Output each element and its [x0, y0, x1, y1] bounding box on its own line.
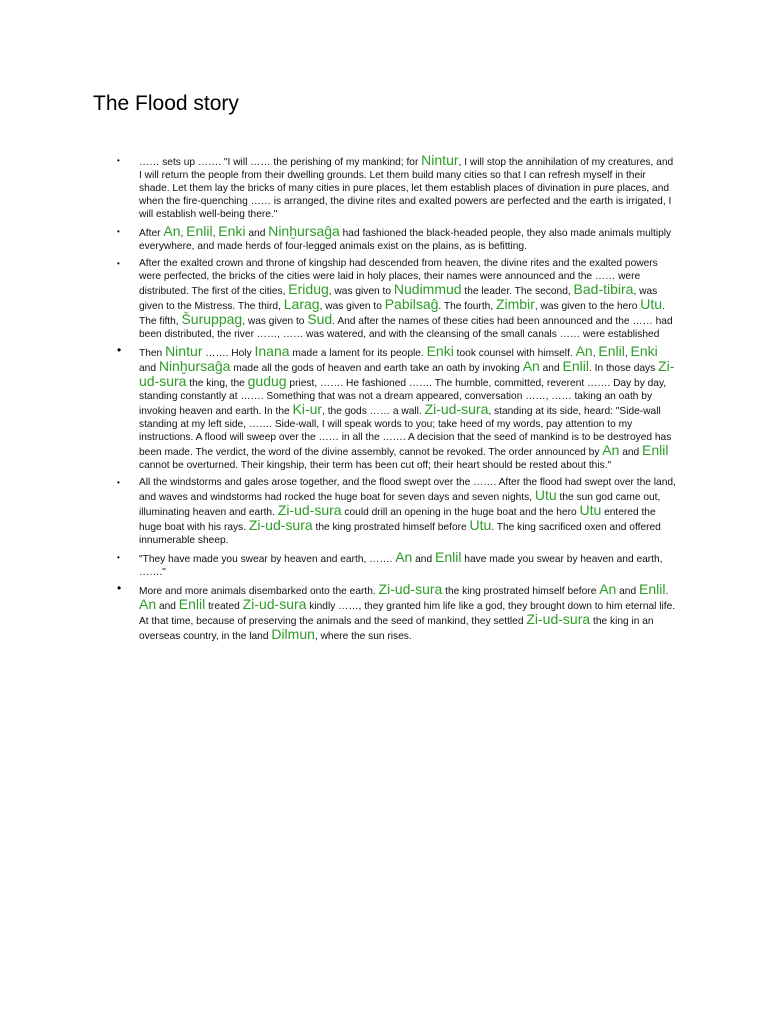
paragraph-text: the leader. The second,	[461, 286, 574, 297]
name-highlight: Enlil	[178, 596, 206, 612]
name-highlight: An	[599, 581, 617, 597]
paragraph-text: have made you swear by heaven and earth, ……."	[139, 554, 663, 578]
name-highlight: An	[163, 223, 181, 239]
paragraph-text: After	[139, 228, 164, 239]
list-item	[117, 581, 677, 643]
bullet-icon: •	[117, 156, 120, 165]
paragraph-text: . In those days	[588, 363, 659, 374]
paragraph-text: could drill an opening in the huge boat and the hero	[341, 507, 580, 518]
paragraph-text: . The king sacrificed oxen and offered innumerable sheep.	[139, 522, 661, 546]
name-highlight: Pabilsaĝ	[384, 296, 439, 312]
paragraph-text: the king prostrated himself before	[442, 586, 600, 597]
paragraph-text: cannot be overturned. Their kingship, their term has been cut off; their heart should be rested about this."	[139, 460, 612, 471]
name-highlight: An	[139, 596, 157, 612]
name-highlight: Utu	[534, 487, 557, 503]
paragraph-text: treated	[205, 601, 243, 612]
name-highlight: Bad-tibira	[573, 281, 634, 297]
list-item	[117, 223, 677, 253]
paragraph-text: .	[665, 586, 669, 597]
paragraph-text: , was given to	[319, 301, 385, 312]
paragraph-text: Then	[139, 348, 166, 359]
name-highlight: Eridug	[288, 281, 329, 297]
paragraph-text: entered the huge boat with his rays.	[139, 507, 656, 533]
bullet-icon: •	[117, 581, 122, 595]
paragraph-text: ,	[592, 348, 599, 359]
paragraph-text: ,	[180, 228, 187, 239]
paragraph-text: , was given to the hero	[534, 301, 641, 312]
name-highlight: Ninḫursaĝa	[158, 358, 231, 374]
bullet-icon: •	[117, 553, 120, 562]
paragraph-text: and	[156, 601, 179, 612]
name-highlight: Nintur	[165, 343, 203, 359]
name-highlight: Nudimmud	[393, 281, 462, 297]
paragraph-text: and	[539, 363, 563, 374]
bullet-icon: •	[117, 478, 120, 487]
name-highlight: Dilmun	[271, 626, 315, 642]
paragraph-text: made all the gods of heaven and earth take an oath by invoking	[230, 363, 523, 374]
paragraph-text: and	[245, 228, 269, 239]
paragraph-text: the king in an overseas country, in the land	[139, 616, 654, 642]
name-highlight: Enlil	[598, 343, 625, 359]
paragraph-text: and	[139, 363, 159, 374]
list-item	[117, 257, 677, 341]
paragraph-text: , was given to the Mistress. The third,	[139, 286, 658, 312]
name-highlight: gudug	[247, 373, 287, 389]
paragraph-text: , I will stop the annihilation of my creatures, and I will return the people from their dwelling grounds. Let them build many cities so that I can refresh myself in their shade. Let them lay the bricks of many cities in pure places, let them establish places of divination in pure places, and when the fire-quenching …… is arranged, the divine rites and exalted powers are perfected and the earth is irrigated, I will establish well-being there."	[139, 157, 674, 220]
paragraph-text: . The fifth,	[139, 301, 665, 327]
name-highlight: Nintur	[421, 152, 459, 168]
name-highlight: Enki	[218, 223, 246, 239]
bullet-icon: •	[117, 343, 122, 357]
name-highlight: Zi-ud-sura	[424, 401, 489, 417]
name-highlight: Inana	[254, 343, 290, 359]
bullet-icon: •	[117, 259, 120, 268]
page-title: The Flood story	[93, 92, 239, 115]
paragraph-text: had fashioned the black-headed people, they also made animals multiply everywhere, and made herds of four-legged animals exist on the plains, as is befitting.	[139, 228, 672, 252]
name-highlight: Ki-ur	[292, 401, 323, 417]
name-highlight: Šuruppag	[181, 311, 243, 327]
list-item	[117, 152, 677, 221]
paragraph-text: . And after the names of these cities had been announced and the …… had been distributed, the river ……, …… was watered, and with the cleansing of the small canals …… were established	[139, 316, 673, 340]
paragraph-text: took counsel with himself.	[453, 348, 576, 359]
name-highlight: Utu	[640, 296, 663, 312]
paragraph-list	[117, 152, 677, 647]
paragraph-text: kindly ……, they granted him life like a god, they brought down to him eternal life. At that time, because of preserving the animals and the seed of mankind, they settled	[139, 601, 676, 627]
paragraph-text: All the windstorms and gales arose together, and the flood swept over the ……. After the flood had swept over the land, and waves and windstorms had rocked the huge boat for seven days and seven nights,	[139, 477, 676, 503]
paragraph-text: . The fourth,	[438, 301, 496, 312]
paragraph-text: , the gods …… a wall.	[322, 406, 425, 417]
bullet-icon: •	[117, 227, 120, 236]
paragraph-text: , was given to	[328, 286, 394, 297]
paragraph-text: ,	[624, 348, 631, 359]
name-highlight: Zi-ud-sura	[242, 596, 307, 612]
name-highlight: Enlil	[642, 442, 669, 458]
name-highlight: An	[395, 549, 413, 565]
name-highlight: Ninḫursaĝa	[268, 223, 340, 239]
paragraph-text: …… sets up ……. "I will …… the perishing of my mankind; for	[139, 157, 422, 168]
name-highlight: An	[522, 358, 540, 374]
name-highlight: Utu	[579, 502, 602, 518]
paragraph-text: , where the sun rises.	[314, 631, 412, 642]
paragraph-text: the king prostrated himself before	[312, 522, 470, 533]
paragraph-text: the king, the	[186, 378, 248, 389]
list-item	[117, 343, 677, 472]
paragraph-text: made a lament for its people.	[289, 348, 427, 359]
name-highlight: Zi-ud-sura	[526, 611, 591, 627]
name-highlight: Enlil	[562, 358, 589, 374]
name-highlight: Zi-ud-sura	[277, 502, 342, 518]
paragraph-text: priest, ……. He fashioned ……. The humble, committed, reverent ……. Day by day, standing constantly at ……. Something that was not a dream appeared, conversation ……, …… taking an oath by invoking heaven and earth. In the	[139, 378, 667, 417]
name-highlight: Enki	[630, 343, 658, 359]
name-highlight: Larag	[283, 296, 320, 312]
name-highlight: Zimbir	[495, 296, 535, 312]
paragraph-text: "They have made you swear by heaven and earth, …….	[139, 554, 396, 565]
name-highlight: Zi-ud-sura	[139, 358, 675, 389]
paragraph-text: , was given to	[242, 316, 308, 327]
paragraph-text: and	[616, 586, 639, 597]
name-highlight: Enlil	[186, 223, 213, 239]
name-highlight: Zi-ud-sura	[378, 581, 443, 597]
paragraph-text: ,	[212, 228, 219, 239]
paragraph-text: After the exalted crown and throne of kingship had descended from heaven, the divine rites and the exalted powers were perfected, the bricks of the cities were laid in holy places, their names were announced and the …… were distributed. The first of the cities,	[139, 258, 658, 297]
name-highlight: Zi-ud-sura	[248, 517, 313, 533]
list-item	[117, 476, 677, 547]
name-highlight: An	[575, 343, 593, 359]
paragraph-text: and	[619, 447, 643, 458]
paragraph-text: and	[412, 554, 435, 565]
paragraph-text: the sun god came out, illuminating heaven and earth.	[139, 492, 661, 518]
paragraph-text: More and more animals disembarked onto the earth.	[139, 586, 379, 597]
name-highlight: Enlil	[434, 549, 462, 565]
list-item	[117, 549, 677, 579]
name-highlight: Utu	[469, 517, 492, 533]
paragraph-text: , standing at its side, heard: "Side-wall standing at my left side, ……. Side-wall, I will speak words to you; take heed of my words, pay attention to my instructions. A flood will sweep over the …… in all the ……. A decision that the seed of mankind is to be destroyed has been made. The verdict, the word of the divine assembly, cannot be revoked. The order announced by	[139, 406, 672, 458]
name-highlight: Enlil	[638, 581, 666, 597]
name-highlight: Enki	[426, 343, 454, 359]
name-highlight: Sud	[307, 311, 333, 327]
name-highlight: An	[602, 442, 620, 458]
paragraph-text: ……. Holy	[202, 348, 255, 359]
